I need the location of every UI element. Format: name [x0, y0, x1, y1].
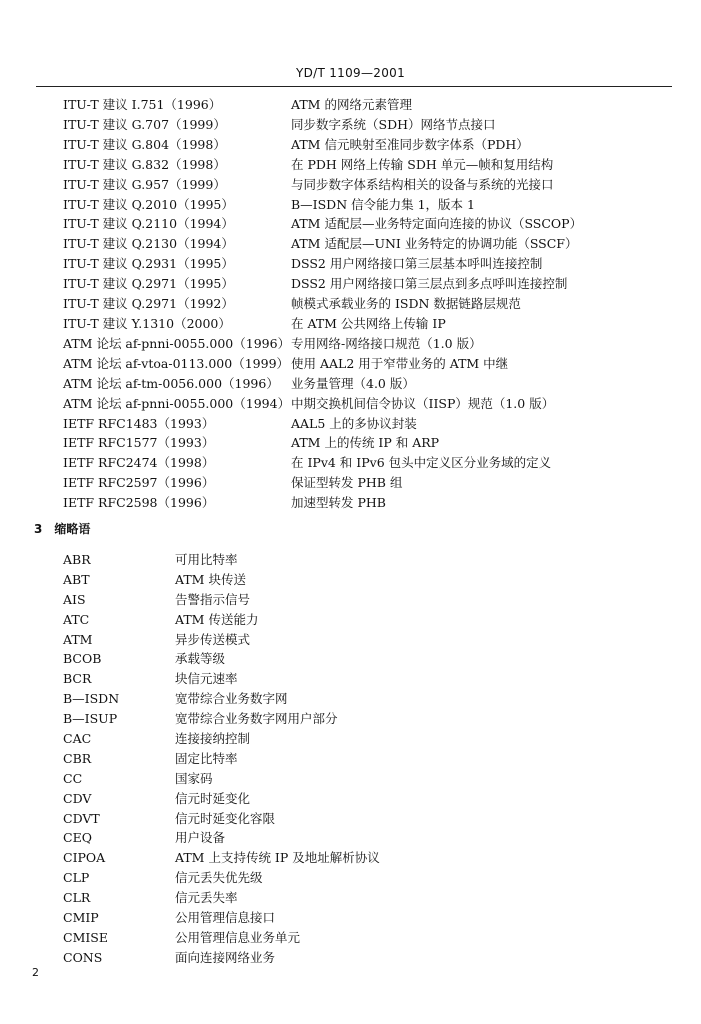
- abbreviation-definition: 国家码: [175, 770, 213, 786]
- abbreviation-definition: 固定比特率: [175, 750, 238, 766]
- abbreviation-row: [0, 789, 701, 809]
- reference-title: DSS2 用户网络接口第三层基本呼叫连接控制: [291, 256, 543, 272]
- abbreviation-code: AIS: [63, 591, 86, 607]
- reference-title: ATM 上的传统 IP 和 ARP: [291, 435, 440, 451]
- section-title: 缩略语: [54, 522, 91, 536]
- reference-document: IETF RFC2598（1996）: [63, 495, 215, 511]
- reference-row: [0, 155, 701, 175]
- abbreviation-code: CDVT: [63, 810, 100, 826]
- reference-document: ATM 论坛 af-vtoa-0113.000（1999）: [63, 355, 290, 371]
- reference-title: 中期交换机间信令协议（IISP）规范（1.0 版）: [291, 395, 555, 411]
- abbreviation-definition: 公用管理信息接口: [175, 910, 276, 926]
- abbreviation-row: [0, 610, 701, 630]
- reference-document: ITU-T 建议 Q.2010（1995）: [63, 196, 234, 212]
- abbreviation-code: CDV: [63, 790, 92, 806]
- reference-title: 在 PDH 网络上传输 SDH 单元—帧和复用结构: [291, 156, 554, 172]
- reference-document: IETF RFC2474（1998）: [63, 455, 215, 471]
- abbreviation-definition: 异步传送模式: [175, 631, 251, 647]
- abbreviation-code: ATM: [63, 631, 93, 647]
- reference-title: 加速型转发 PHB: [291, 495, 386, 511]
- reference-title: ATM 适配层—UNI 业务特定的协调功能（SSCF）: [291, 236, 578, 252]
- abbreviation-code: CLP: [63, 870, 90, 886]
- abbreviation-list: [0, 550, 701, 968]
- reference-document: ITU-T 建议 G.832（1998）: [63, 156, 226, 172]
- reference-document: ITU-T 建议 Q.2931（1995）: [63, 256, 234, 272]
- reference-row: [0, 453, 701, 473]
- abbreviation-definition: 信元丢失率: [175, 890, 238, 906]
- abbreviation-code: CBR: [63, 750, 92, 766]
- reference-title: AAL5 上的多协议封装: [291, 415, 417, 431]
- reference-row: [0, 433, 701, 453]
- abbreviation-row: [0, 729, 701, 749]
- reference-title: 专用网络-网络接口规范（1.0 版）: [291, 335, 482, 351]
- reference-title: ATM 的网络元素管理: [291, 97, 412, 112]
- reference-document: IETF RFC2597（1996）: [63, 475, 215, 491]
- abbreviation-code: B—ISUP: [63, 711, 118, 727]
- abbreviation-definition: 面向连接网络业务: [175, 949, 276, 965]
- header-rule: [36, 86, 672, 87]
- reference-document: ITU-T 建议 G.957（1999）: [63, 176, 226, 192]
- abbreviation-definition: ATM 传送能力: [175, 611, 259, 627]
- abbreviation-code: CONS: [63, 949, 103, 965]
- reference-title: 使用 AAL2 用于窄带业务的 ATM 中继: [291, 355, 509, 371]
- reference-row: [0, 493, 701, 513]
- abbreviation-row: [0, 630, 701, 650]
- abbreviation-definition: 信元时延变化: [175, 790, 251, 806]
- abbreviation-code: B—ISDN: [63, 691, 120, 707]
- abbreviation-code: CMISE: [63, 929, 108, 945]
- abbreviation-definition: 宽带综合业务数字网: [175, 691, 288, 707]
- reference-document: ITU-T 建议 G.707（1999）: [63, 116, 226, 132]
- abbreviation-definition: 块信元速率: [175, 671, 238, 687]
- reference-row: [0, 135, 701, 155]
- reference-row: [0, 334, 701, 354]
- section-heading: [34, 520, 90, 537]
- reference-row: [0, 414, 701, 434]
- reference-title: 与同步数字体系结构相关的设备与系统的光接口: [291, 176, 554, 192]
- reference-document: ITU-T 建议 I.751（1996）: [63, 97, 222, 112]
- reference-row: [0, 115, 701, 135]
- reference-row: [0, 374, 701, 394]
- abbreviation-definition: 用户设备: [175, 830, 226, 846]
- abbreviation-row: [0, 689, 701, 709]
- page-header-doc-id: YD/T 1109—2001: [295, 66, 406, 80]
- abbreviation-row: [0, 908, 701, 928]
- reference-title: 在 ATM 公共网络上传输 IP: [291, 315, 446, 331]
- abbreviation-row: [0, 769, 701, 789]
- abbreviation-row: [0, 868, 701, 888]
- reference-title: ATM 信元映射至准同步数字体系（PDH）: [291, 136, 529, 152]
- reference-document: ITU-T 建议 Y.1310（2000）: [63, 315, 231, 331]
- abbreviation-definition: 可用比特率: [175, 552, 238, 567]
- abbreviation-row: [0, 570, 701, 590]
- abbreviation-code: ABT: [63, 571, 90, 587]
- abbreviation-row: [0, 848, 701, 868]
- abbreviation-definition: 公用管理信息业务单元: [175, 929, 301, 945]
- reference-document: ATM 论坛 af-pnni-0055.000（1996）: [63, 335, 291, 351]
- reference-row: [0, 175, 701, 195]
- page-number: 2: [32, 966, 39, 979]
- reference-row: [0, 234, 701, 254]
- abbreviation-row: [0, 888, 701, 908]
- abbreviation-row: [0, 809, 701, 829]
- abbreviation-row: [0, 550, 701, 570]
- reference-title: 业务量管理（4.0 版）: [291, 375, 415, 391]
- abbreviation-code: CC: [63, 770, 83, 786]
- reference-row: [0, 394, 701, 414]
- abbreviation-code: CMIP: [63, 910, 99, 926]
- abbreviation-definition: ATM 块传送: [175, 571, 246, 587]
- reference-document: IETF RFC1577（1993）: [63, 435, 215, 451]
- reference-title: 保证型转发 PHB 组: [291, 475, 403, 491]
- reference-document: ATM 论坛 af-pnni-0055.000（1994）: [63, 395, 291, 411]
- abbreviation-code: CIPOA: [63, 850, 106, 866]
- abbreviation-row: [0, 709, 701, 729]
- abbreviation-row: [0, 649, 701, 669]
- reference-row: [0, 294, 701, 314]
- reference-title: ATM 适配层—业务特定面向连接的协议（SSCOP）: [291, 216, 583, 232]
- abbreviation-row: [0, 928, 701, 948]
- abbreviation-code: BCOB: [63, 651, 102, 667]
- abbreviation-code: BCR: [63, 671, 92, 687]
- reference-row: [0, 314, 701, 334]
- abbreviation-definition: 信元时延变化容限: [175, 810, 276, 826]
- reference-document: ITU-T 建议 G.804（1998）: [63, 136, 226, 152]
- reference-list: [0, 95, 701, 513]
- abbreviation-definition: ATM 上支持传统 IP 及地址解析协议: [175, 850, 380, 866]
- reference-row: [0, 214, 701, 234]
- reference-title: DSS2 用户网络接口第三层点到多点呼叫连接控制: [291, 276, 568, 292]
- reference-row: [0, 354, 701, 374]
- abbreviation-code: ATC: [63, 611, 90, 627]
- abbreviation-code: ABR: [63, 552, 91, 567]
- abbreviation-row: [0, 590, 701, 610]
- reference-title: 在 IPv4 和 IPv6 包头中定义区分业务域的定义: [291, 455, 552, 471]
- reference-document: ATM 论坛 af-tm-0056.000（1996）: [63, 375, 279, 391]
- reference-document: ITU-T 建议 Q.2110（1994）: [63, 216, 234, 232]
- abbreviation-definition: 宽带综合业务数字网用户部分: [175, 711, 338, 727]
- reference-row: [0, 95, 701, 115]
- reference-document: ITU-T 建议 Q.2971（1992）: [63, 296, 234, 312]
- reference-document: ITU-T 建议 Q.2971（1995）: [63, 276, 234, 292]
- abbreviation-definition: 承载等级: [175, 651, 226, 667]
- reference-document: IETF RFC1483（1993）: [63, 415, 215, 431]
- abbreviation-definition: 连接接纳控制: [175, 731, 251, 747]
- reference-row: [0, 254, 701, 274]
- abbreviation-row: [0, 828, 701, 848]
- reference-document: ITU-T 建议 Q.2130（1994）: [63, 236, 234, 252]
- abbreviation-row: [0, 669, 701, 689]
- abbreviation-code: CEQ: [63, 830, 92, 846]
- abbreviation-row: [0, 749, 701, 769]
- reference-row: [0, 274, 701, 294]
- reference-row: [0, 195, 701, 215]
- abbreviation-code: CAC: [63, 731, 92, 747]
- reference-title: 同步数字系统（SDH）网络节点接口: [291, 116, 496, 132]
- section-number: 3: [34, 522, 43, 536]
- reference-title: 帧模式承载业务的 ISDN 数据链路层规范: [291, 296, 521, 312]
- reference-row: [0, 473, 701, 493]
- abbreviation-code: CLR: [63, 890, 91, 906]
- reference-title: B—ISDN 信令能力集 1，版本 1: [291, 196, 475, 212]
- abbreviation-definition: 信元丢失优先级: [175, 870, 263, 886]
- abbreviation-row: [0, 948, 701, 968]
- abbreviation-definition: 告警指示信号: [175, 591, 251, 607]
